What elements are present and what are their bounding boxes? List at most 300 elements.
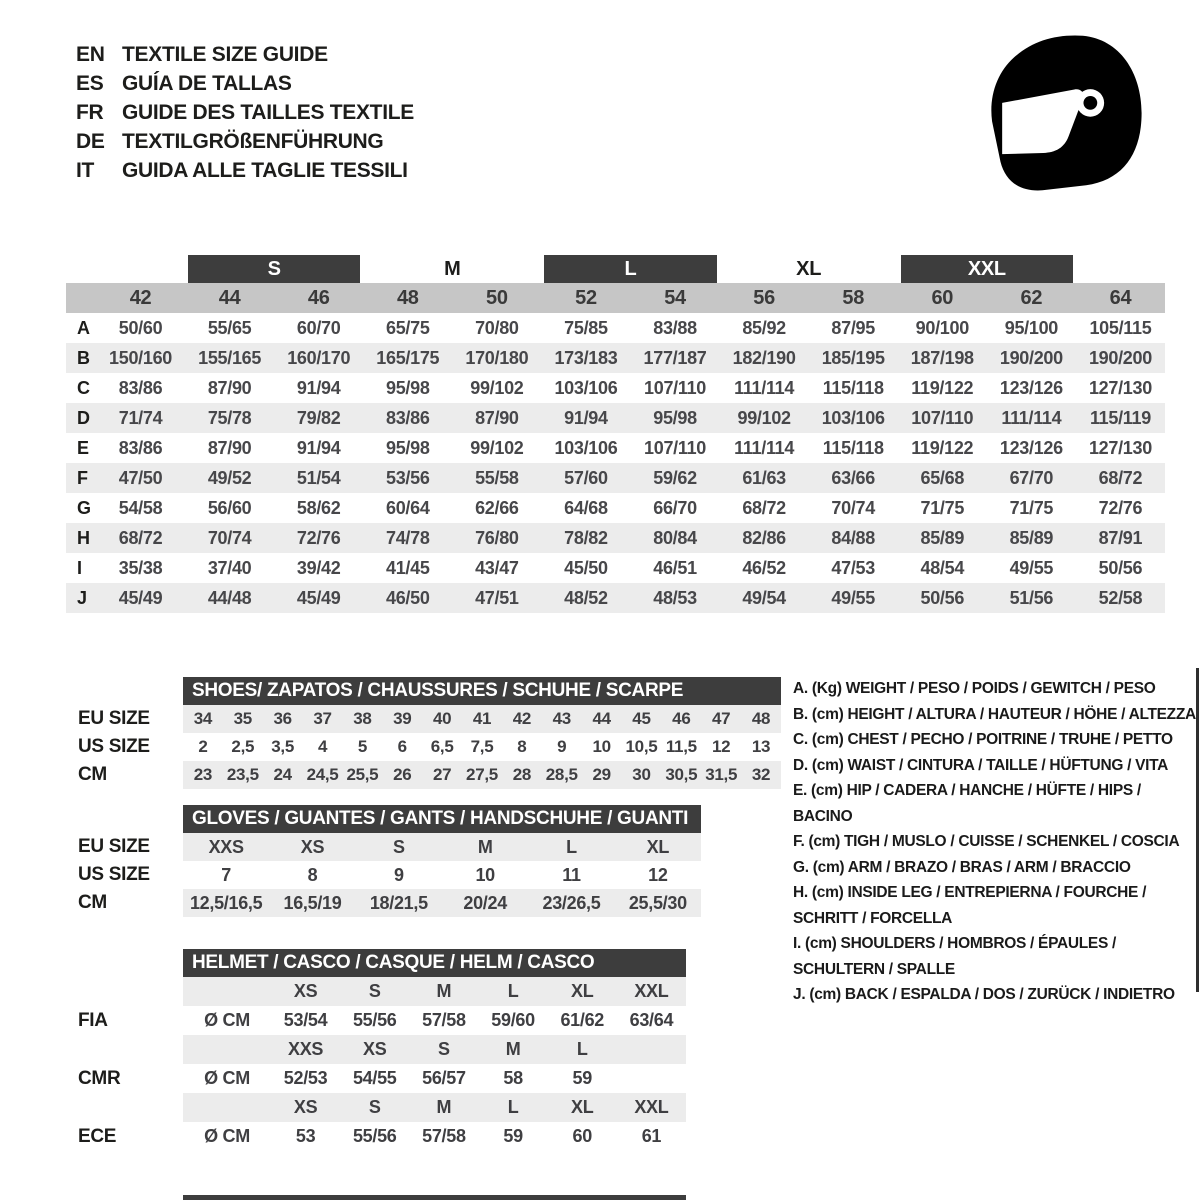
helmet-size-table bbox=[66, 948, 686, 1151]
helmet-cells bbox=[183, 1035, 686, 1064]
numeric-sizes-row bbox=[66, 283, 1165, 313]
measurement-cell: 65/75 bbox=[386, 317, 430, 338]
shoes-cell: 47 bbox=[712, 709, 731, 728]
helmet-cell: XXL bbox=[634, 1097, 669, 1117]
measurement-cell: 63/66 bbox=[831, 467, 875, 488]
size-group-l: L bbox=[544, 255, 716, 283]
shoes-cell: 11,5 bbox=[665, 737, 697, 756]
row-letter: J bbox=[77, 587, 87, 608]
shoes-cell: 42 bbox=[512, 709, 532, 728]
measurement-cell: 57/60 bbox=[564, 467, 608, 488]
measurement-cell: 45/50 bbox=[564, 557, 608, 578]
measurement-cell: 123/126 bbox=[999, 437, 1063, 458]
helmet-cell: 59/60 bbox=[491, 1010, 535, 1030]
row-label: EU SIZE bbox=[78, 708, 150, 729]
language-title: TEXTILGRÖßENFÜHRUNG bbox=[122, 129, 384, 153]
shoes-cell: 37 bbox=[313, 709, 332, 728]
gloves-cell: M bbox=[477, 836, 493, 857]
measurement-cell: 71/74 bbox=[118, 407, 163, 428]
helmet-cell: 57/58 bbox=[422, 1126, 466, 1146]
helmet-cell: S bbox=[438, 1039, 450, 1059]
size-header-cell: 50 bbox=[486, 286, 508, 309]
shoes-cell: 39 bbox=[393, 709, 412, 728]
helmet-row bbox=[66, 977, 686, 1006]
measurement-cell: 46/51 bbox=[653, 557, 697, 578]
measurement-cell: 103/106 bbox=[554, 377, 618, 398]
measurement-cell: 59/62 bbox=[653, 467, 697, 488]
measurement-cell: 91/94 bbox=[564, 407, 608, 428]
shoes-cell: 30 bbox=[632, 765, 651, 784]
size-group-s: S bbox=[188, 255, 360, 283]
section-header-row bbox=[66, 805, 701, 833]
helmet-cell: 56/57 bbox=[422, 1068, 466, 1088]
measurement-cell: 111/114 bbox=[1001, 407, 1062, 428]
shoes-cell: 28 bbox=[512, 765, 532, 784]
helmet-cell: Ø CM bbox=[204, 1068, 250, 1088]
measurement-cell: 71/75 bbox=[1009, 497, 1054, 518]
legend-item-g: G. (cm) ARM / BRAZO / BRAS / ARM / BRACCIO bbox=[793, 858, 1131, 876]
measurement-cell: 47/51 bbox=[475, 587, 519, 608]
size-group-xl: XL bbox=[796, 257, 822, 280]
helmet-row bbox=[66, 1006, 686, 1035]
shoes-cell: 10,5 bbox=[625, 737, 658, 756]
shoes-cell: 38 bbox=[353, 709, 372, 728]
row-letter: H bbox=[77, 527, 90, 548]
shoes-cell: 25,5 bbox=[346, 765, 379, 784]
helmet-cell: L bbox=[576, 1039, 588, 1059]
language-title: GUIDE DES TAILLES TEXTILE bbox=[122, 100, 414, 124]
measurement-cell: 48/54 bbox=[920, 557, 965, 578]
measurement-cell: 45/49 bbox=[118, 587, 163, 608]
row-label: EU SIZE bbox=[78, 836, 150, 857]
helmet-cell: XS bbox=[363, 1039, 387, 1059]
gloves-cell: XS bbox=[300, 836, 325, 857]
measurement-cell: 68/72 bbox=[742, 497, 786, 518]
measurement-cell: 107/110 bbox=[644, 437, 707, 458]
gloves-cell: L bbox=[566, 836, 577, 857]
shoes-cell: 4 bbox=[317, 737, 328, 756]
measurement-row-d bbox=[66, 403, 1165, 433]
shoes-cell: 30,5 bbox=[665, 765, 698, 784]
gloves-cell: 18/21,5 bbox=[369, 892, 428, 913]
measurement-cell: 107/110 bbox=[911, 407, 974, 428]
helmet-cell: 54/55 bbox=[352, 1068, 397, 1088]
measurement-cell: 54/58 bbox=[118, 497, 163, 518]
legend-item-h: H. (cm) INSIDE LEG / ENTREPIERNA / FOURCHE / SCHRITT / FORCELLA bbox=[793, 884, 1147, 927]
language-row bbox=[76, 156, 414, 185]
language-code: IT bbox=[76, 158, 95, 182]
measurement-cell: 50/56 bbox=[1098, 557, 1143, 578]
row-letter: B bbox=[77, 347, 90, 368]
measurement-cell: 127/130 bbox=[1088, 377, 1152, 398]
gloves-cell: 7 bbox=[221, 864, 232, 885]
cutoff-next-section-bar bbox=[183, 1195, 686, 1200]
helmet-cell: 61/62 bbox=[560, 1010, 605, 1030]
measurement-row-i bbox=[66, 553, 1165, 583]
shoes-cell: 27,5 bbox=[466, 765, 498, 784]
helmet-cell: 53/54 bbox=[283, 1010, 328, 1030]
shoes-cell: 2,5 bbox=[231, 737, 255, 756]
gloves-cell: 20/24 bbox=[463, 892, 507, 913]
shoes-cell: 48 bbox=[751, 709, 771, 728]
shoes-header: SHOES/ ZAPATOS / CHAUSSURES / SCHUHE / SCARPE bbox=[183, 677, 781, 705]
language-title: GUIDA ALLE TAGLIE TESSILI bbox=[122, 158, 408, 182]
helmet-cell: Ø CM bbox=[204, 1010, 250, 1030]
measurement-cell: 165/175 bbox=[376, 347, 440, 368]
measurement-row-j bbox=[66, 583, 1165, 613]
row-label: CM bbox=[78, 764, 107, 785]
shoes-cell: 10 bbox=[592, 737, 611, 756]
measurement-row-f bbox=[66, 463, 1165, 493]
gloves-cell: 12 bbox=[648, 864, 668, 885]
gloves-cell: 11 bbox=[562, 864, 581, 885]
size-group-m: M bbox=[444, 257, 461, 280]
shoes-cell: 24,5 bbox=[306, 765, 339, 784]
measurement-cell: 150/160 bbox=[109, 347, 173, 368]
gloves-row bbox=[66, 833, 701, 861]
helmet-cell: 59 bbox=[572, 1068, 592, 1088]
helmet-cells bbox=[183, 1006, 686, 1035]
size-header-cell: 54 bbox=[664, 286, 686, 309]
measurement-cell: 55/58 bbox=[475, 467, 519, 488]
measurement-cell: 46/50 bbox=[386, 587, 430, 608]
size-group-row bbox=[66, 255, 1165, 283]
measurement-cell: 51/56 bbox=[1009, 587, 1054, 608]
measurement-cell: 87/90 bbox=[475, 407, 519, 428]
language-code: EN bbox=[76, 42, 105, 66]
shoes-cell: 6,5 bbox=[430, 737, 454, 756]
gloves-cell: XXS bbox=[208, 836, 244, 857]
helmet-cell: S bbox=[368, 1097, 381, 1117]
shoes-cell: 35 bbox=[233, 709, 252, 728]
shoes-row bbox=[66, 733, 781, 761]
measurement-legend bbox=[793, 676, 1199, 1008]
measurement-cell: 51/54 bbox=[296, 467, 341, 488]
shoes-cell: 13 bbox=[751, 737, 771, 756]
measurement-row-b bbox=[66, 343, 1165, 373]
measurement-cell: 87/91 bbox=[1098, 527, 1143, 548]
measurement-cell: 111/114 bbox=[734, 377, 795, 398]
language-row bbox=[76, 40, 414, 69]
measurement-cell: 119/122 bbox=[911, 437, 974, 458]
row-letter: C bbox=[77, 377, 90, 398]
row-letter: D bbox=[77, 407, 90, 428]
measurement-cell: 62/66 bbox=[475, 497, 519, 518]
measurement-cell: 68/72 bbox=[1098, 467, 1143, 488]
measurement-cell: 83/86 bbox=[118, 377, 163, 398]
size-header-cell: 56 bbox=[753, 286, 775, 309]
gloves-cell: 12,5/16,5 bbox=[189, 892, 263, 913]
size-header-cell: 52 bbox=[575, 286, 597, 309]
measurement-cell: 99/102 bbox=[470, 377, 524, 398]
measurement-cell: 190/200 bbox=[999, 347, 1063, 368]
language-title: TEXTILE SIZE GUIDE bbox=[122, 42, 328, 66]
measurement-cell: 95/98 bbox=[386, 377, 430, 398]
size-header-cell: 58 bbox=[842, 286, 865, 309]
helmet-cell: XXL bbox=[634, 981, 669, 1001]
shoes-cell: 41 bbox=[472, 709, 492, 728]
measurement-cell: 111/114 bbox=[734, 437, 795, 458]
row-label: CMR bbox=[78, 1067, 121, 1089]
measurement-cell: 87/90 bbox=[207, 377, 252, 398]
shoes-cells bbox=[183, 733, 781, 761]
measurement-cell: 67/70 bbox=[1009, 467, 1054, 488]
helmet-cell: M bbox=[505, 1039, 521, 1059]
gloves-cell: 9 bbox=[393, 864, 404, 885]
helmet-cells bbox=[183, 977, 686, 1006]
language-row bbox=[76, 127, 414, 156]
measurement-cell: 127/130 bbox=[1088, 437, 1152, 458]
size-header-cell: 60 bbox=[931, 286, 954, 309]
measurement-cell: 50/56 bbox=[920, 587, 965, 608]
section-header-row bbox=[66, 948, 686, 977]
helmet-cell: 60 bbox=[572, 1126, 592, 1146]
measurement-cell: 187/198 bbox=[910, 347, 974, 368]
measurement-cell: 185/195 bbox=[821, 347, 885, 368]
gloves-cell: 25,5/30 bbox=[628, 892, 687, 913]
legend-item-i: I. (cm) SHOULDERS / HOMBROS / ÉPAULES / SCHULTERN / SPALLE bbox=[793, 935, 1117, 978]
measurement-cell: 44/48 bbox=[207, 587, 252, 608]
measurement-cell: 70/74 bbox=[831, 497, 875, 518]
helmet-cell: L bbox=[507, 1097, 519, 1117]
shoes-cell: 40 bbox=[432, 709, 452, 728]
legend-item-a: A. (Kg) WEIGHT / PESO / POIDS / GEWITCH / PESO bbox=[793, 680, 1156, 697]
measurement-cell: 72/76 bbox=[296, 527, 341, 548]
helmet-cells bbox=[183, 1064, 686, 1093]
gloves-row bbox=[66, 889, 701, 917]
shoes-cell: 36 bbox=[273, 709, 292, 728]
helmet-cells bbox=[183, 1093, 686, 1122]
measurement-cell: 103/106 bbox=[554, 437, 618, 458]
gloves-cell: XL bbox=[646, 836, 670, 857]
shoes-cell: 12 bbox=[712, 737, 731, 756]
shoes-cells bbox=[183, 705, 781, 733]
measurement-cell: 68/72 bbox=[118, 527, 163, 548]
size-header-cell: 48 bbox=[396, 286, 419, 309]
size-header-cell: 44 bbox=[218, 286, 241, 309]
gloves-cell: 8 bbox=[307, 864, 318, 885]
gloves-cell: 10 bbox=[475, 864, 495, 885]
measurement-cell: 39/42 bbox=[296, 557, 341, 578]
measurement-cell: 83/88 bbox=[653, 317, 697, 338]
helmet-cell: 63/64 bbox=[629, 1010, 674, 1030]
helmet-cell: L bbox=[507, 981, 519, 1001]
measurement-cell: 75/78 bbox=[207, 407, 252, 428]
measurement-cell: 35/38 bbox=[118, 557, 163, 578]
measurement-cell: 79/82 bbox=[296, 407, 341, 428]
helmet-row bbox=[66, 1093, 686, 1122]
measurement-cell: 46/52 bbox=[742, 557, 786, 578]
shoes-cells bbox=[183, 761, 781, 789]
measurement-cell: 85/89 bbox=[920, 527, 965, 548]
right-edge-line bbox=[1196, 668, 1199, 992]
helmet-icon-svg bbox=[982, 28, 1150, 198]
measurement-cell: 123/126 bbox=[999, 377, 1063, 398]
gloves-size-table bbox=[66, 805, 701, 917]
shoes-cell: 6 bbox=[397, 737, 407, 756]
measurement-row-e bbox=[66, 433, 1165, 463]
shoes-cell: 44 bbox=[592, 709, 611, 728]
row-letter: A bbox=[77, 317, 90, 338]
measurement-cell: 75/85 bbox=[564, 317, 608, 338]
legend-item-f: F. (cm) TIGH / MUSLO / CUISSE / SCHENKEL / COSCIA bbox=[793, 833, 1180, 850]
measurement-cell: 91/94 bbox=[296, 377, 341, 398]
shoes-cell: 8 bbox=[517, 737, 527, 756]
measurement-cell: 49/54 bbox=[742, 587, 786, 608]
language-code: FR bbox=[76, 100, 104, 124]
measurement-cell: 190/200 bbox=[1088, 347, 1152, 368]
measurement-row-a bbox=[66, 313, 1165, 343]
measurement-cell: 70/74 bbox=[207, 527, 252, 548]
shoes-cell: 23,5 bbox=[226, 765, 259, 784]
measurement-cell: 48/52 bbox=[564, 587, 608, 608]
measurement-cell: 115/118 bbox=[822, 437, 884, 458]
measurement-cell: 119/122 bbox=[911, 377, 974, 398]
helmet-cell: S bbox=[368, 981, 381, 1001]
gloves-cell: 16,5/19 bbox=[283, 892, 342, 913]
measurement-cell: 41/45 bbox=[386, 557, 430, 578]
legend-item-e: E. (cm) HIP / CADERA / HANCHE / HÜFTE / HIPS / BACINO bbox=[793, 782, 1141, 825]
shoes-cell: 26 bbox=[393, 765, 412, 784]
section-header-row bbox=[66, 677, 781, 705]
measurement-cell: 85/92 bbox=[742, 317, 786, 338]
measurement-cell: 76/80 bbox=[475, 527, 519, 548]
row-letter: E bbox=[77, 437, 89, 458]
shoes-cell: 3,5 bbox=[271, 737, 295, 756]
measurement-row-g bbox=[66, 493, 1165, 523]
measurement-cell: 49/52 bbox=[207, 467, 252, 488]
measurement-cell: 87/95 bbox=[831, 317, 875, 338]
shoes-cell: 28,5 bbox=[545, 765, 578, 784]
helmet-cell: M bbox=[436, 1097, 452, 1117]
measurement-row-c bbox=[66, 373, 1165, 403]
measurement-cell: 64/68 bbox=[564, 497, 608, 518]
measurement-cell: 95/98 bbox=[653, 407, 697, 428]
helmet-cell: 57/58 bbox=[422, 1010, 466, 1030]
measurement-cell: 55/65 bbox=[207, 317, 252, 338]
gloves-cell: S bbox=[392, 836, 405, 857]
measurement-cell: 105/115 bbox=[1089, 317, 1152, 338]
measurement-cell: 72/76 bbox=[1098, 497, 1143, 518]
shoes-cell: 23 bbox=[193, 765, 213, 784]
measurement-cell: 48/53 bbox=[653, 587, 697, 608]
measurement-cell: 78/82 bbox=[564, 527, 608, 548]
helmet-cell: XS bbox=[293, 981, 318, 1001]
row-label: CM bbox=[78, 892, 107, 913]
measurement-cell: 49/55 bbox=[1009, 557, 1054, 578]
measurement-cell: 65/68 bbox=[920, 467, 965, 488]
measurement-cell: 80/84 bbox=[653, 527, 697, 548]
helmet-cell: XXS bbox=[288, 1039, 324, 1059]
language-title: GUÍA DE TALLAS bbox=[122, 71, 292, 95]
legend-item-c: C. (cm) CHEST / PECHO / POITRINE / TRUHE / PETTO bbox=[793, 731, 1173, 748]
measurement-cell: 173/183 bbox=[554, 347, 618, 368]
shoes-cell: 27 bbox=[432, 765, 452, 784]
measurement-cell: 66/70 bbox=[653, 497, 697, 518]
measurement-cell: 83/86 bbox=[118, 437, 163, 458]
size-header-cell: 64 bbox=[1109, 286, 1132, 309]
helmet-cell: Ø CM bbox=[204, 1126, 250, 1146]
shoes-cell: 45 bbox=[632, 709, 651, 728]
measurement-cell: 71/75 bbox=[920, 497, 965, 518]
helmet-cell: 61 bbox=[641, 1126, 662, 1146]
helmet-row bbox=[66, 1035, 686, 1064]
legend-item-j: J. (cm) BACK / ESPALDA / DOS / ZURÜCK / INDIETRO bbox=[793, 986, 1175, 1003]
size-header-cell: 42 bbox=[129, 286, 152, 309]
gloves-cells bbox=[183, 861, 701, 889]
measurement-cell: 47/50 bbox=[118, 467, 163, 488]
helmet-cell: M bbox=[436, 981, 452, 1001]
measurement-cell: 177/187 bbox=[643, 347, 707, 368]
helmet-cells bbox=[183, 1122, 686, 1151]
measurement-cell: 170/180 bbox=[465, 347, 529, 368]
measurement-cell: 95/98 bbox=[386, 437, 430, 458]
measurement-cell: 99/102 bbox=[470, 437, 524, 458]
measurement-cell: 155/165 bbox=[198, 347, 262, 368]
measurement-cell: 95/100 bbox=[1004, 317, 1058, 338]
size-header-cell: 46 bbox=[307, 286, 330, 309]
helmet-cell: 52/53 bbox=[283, 1068, 328, 1088]
measurement-cell: 53/56 bbox=[386, 467, 430, 488]
measurement-cell: 49/55 bbox=[831, 587, 875, 608]
gloves-row bbox=[66, 861, 701, 889]
gloves-cell: 23/26,5 bbox=[542, 892, 601, 913]
helmet-cell: XS bbox=[293, 1097, 318, 1117]
language-code: ES bbox=[76, 71, 104, 95]
gloves-cells bbox=[183, 889, 701, 917]
measurement-cell: 61/63 bbox=[742, 467, 786, 488]
shoes-cell: 9 bbox=[557, 737, 567, 756]
measurement-cell: 182/190 bbox=[732, 347, 796, 368]
helmet-cell: 55/56 bbox=[352, 1126, 397, 1146]
measurement-cell: 83/86 bbox=[386, 407, 430, 428]
shoes-cell: 43 bbox=[552, 709, 571, 728]
language-title-block bbox=[76, 40, 414, 185]
shoes-cell: 2 bbox=[198, 737, 208, 756]
row-letter: G bbox=[77, 497, 91, 518]
measurement-row-h bbox=[66, 523, 1165, 553]
measurement-cell: 52/58 bbox=[1098, 587, 1143, 608]
measurement-cell: 50/60 bbox=[118, 317, 163, 338]
gloves-header: GLOVES / GUANTES / GANTS / HANDSCHUHE / GUANTI bbox=[183, 805, 701, 833]
helmet-cell: XL bbox=[571, 981, 594, 1001]
measurement-cell: 74/78 bbox=[386, 527, 430, 548]
row-label: US SIZE bbox=[78, 864, 150, 885]
measurement-cell: 103/106 bbox=[821, 407, 885, 428]
helmet-cell: XL bbox=[571, 1097, 594, 1117]
row-letter: I bbox=[77, 557, 82, 578]
shoes-cell: 7,5 bbox=[470, 737, 494, 756]
measurement-cell: 87/90 bbox=[207, 437, 252, 458]
size-group-xxl: XXL bbox=[901, 255, 1073, 283]
measurement-cell: 84/88 bbox=[831, 527, 875, 548]
helmet-row bbox=[66, 1122, 686, 1151]
helmet-cell: 58 bbox=[503, 1068, 523, 1088]
helmet-header: HELMET / CASCO / CASQUE / HELM / CASCO bbox=[183, 949, 686, 977]
measurement-cell: 82/86 bbox=[742, 527, 786, 548]
measurement-cell: 90/100 bbox=[915, 317, 969, 338]
row-letter: F bbox=[77, 467, 88, 488]
helmet-cell: 59 bbox=[503, 1126, 523, 1146]
measurement-cell: 115/119 bbox=[1089, 407, 1151, 428]
racing-helmet-icon bbox=[982, 28, 1150, 198]
measurement-cell: 99/102 bbox=[737, 407, 791, 428]
language-row bbox=[76, 69, 414, 98]
measurement-cell: 43/47 bbox=[475, 557, 519, 578]
measurement-cell: 47/53 bbox=[831, 557, 875, 578]
measurement-cell: 70/80 bbox=[475, 317, 519, 338]
gloves-cells bbox=[183, 833, 701, 861]
